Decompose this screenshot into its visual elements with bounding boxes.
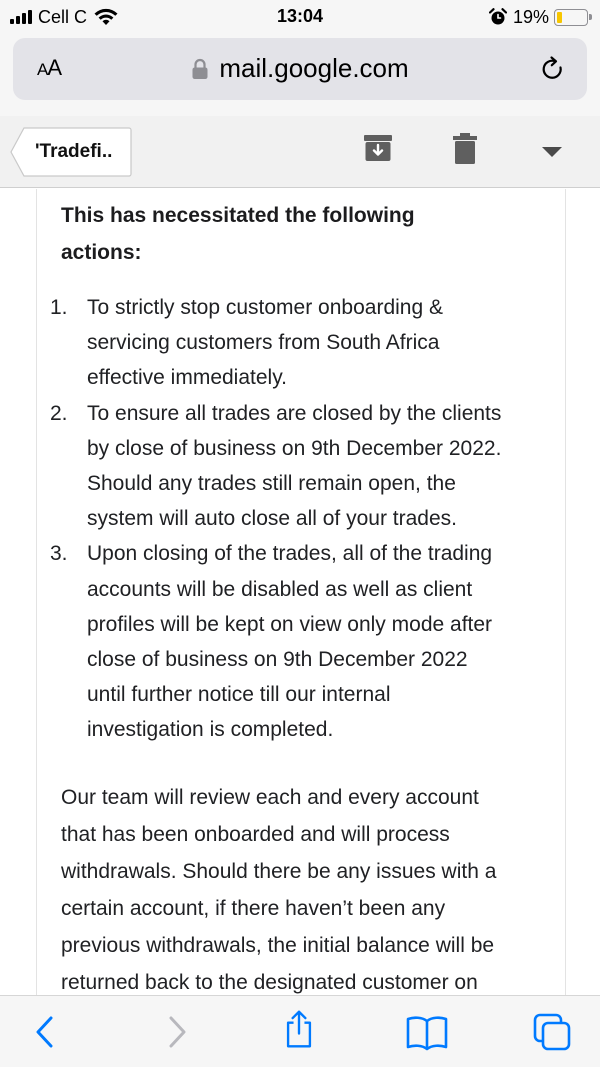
text-size-big-label: A [47,55,62,80]
bookmarks-icon[interactable] [405,1012,449,1052]
email-content [0,189,600,995]
lock-icon [191,58,209,80]
action-list [50,290,550,748]
clock: 13:04 [276,6,324,26]
list-item [50,396,550,537]
share-icon[interactable] [279,1009,319,1049]
list-text: To strictly stop customer onboarding & servicing customers from South Africa effective immediately. [87,296,443,390]
list-item [50,536,550,747]
list-number: 2. [50,401,68,425]
battery-level [557,12,562,23]
carrier-name: Cell C [38,6,88,27]
browser-toolbar [0,995,600,1067]
gmail-header [0,116,600,188]
email-paragraph: Our team will review each and every account that has been onboarded and will process withdrawals. Should there be any issues with a certain account, if there haven’t been any previous withdrawals, the initial balance will be returned back to the designated customer on [61,786,497,994]
heading-text: This has necessitated the following actions: [61,204,415,264]
battery-percent: 19% [512,6,549,27]
back-arrow-icon[interactable] [26,1012,66,1052]
alarm-icon [489,8,507,26]
list-item [50,290,550,396]
more-dropdown-icon[interactable] [541,146,563,158]
list-number: 3. [50,542,68,566]
browser-chrome-top [0,34,600,116]
archive-icon[interactable] [363,133,393,163]
address-bar[interactable] [13,38,587,100]
email-heading [61,197,481,271]
list-text: Upon closing of the trades, all of the trading accounts will be disabled as well as client profiles will be kept on view only mode after close of business on 9th December 2022 until further notice till our internal investigation is completed. [87,542,493,742]
url-text[interactable]: mail.google.com [219,53,409,83]
back-to-inbox-button[interactable] [10,127,132,177]
back-label: 'Tradefi.. [35,141,113,162]
trash-icon[interactable] [451,133,479,165]
list-text: To ensure all trades are closed by the clients by close of business on 9th December 2022. Should any trades still remain open, the system will auto close all of your trades. [87,401,502,531]
forward-arrow-icon[interactable] [156,1012,196,1052]
status-bar [0,0,600,34]
list-number: 1. [50,296,68,319]
text-size-small-label: A [37,60,48,79]
battery-icon [554,9,588,26]
tabs-icon[interactable] [532,1012,572,1052]
reload-icon[interactable] [539,55,567,83]
